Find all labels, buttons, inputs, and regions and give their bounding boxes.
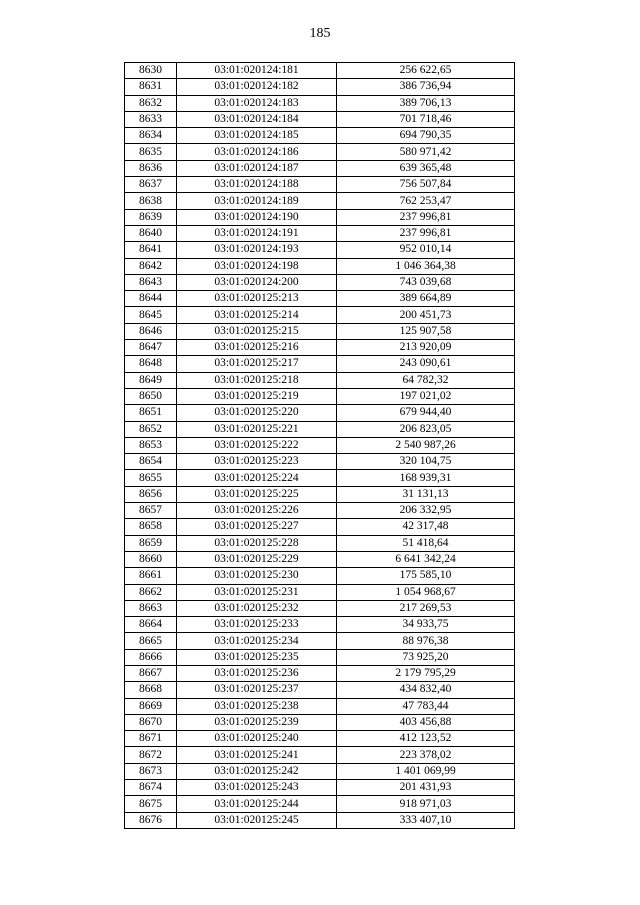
cadastral-number-cell: 03:01:020125:222 (177, 437, 337, 453)
table-row (125, 79, 515, 95)
cadastral-number-cell: 03:01:020125:231 (177, 584, 337, 600)
cadastral-value-cell: 320 104,75 (337, 454, 515, 470)
row-number-cell: 8652 (125, 421, 177, 437)
row-number-cell: 8630 (125, 63, 177, 79)
row-number-cell: 8641 (125, 242, 177, 258)
cadastral-value-cell: 434 832,40 (337, 682, 515, 698)
row-number-cell: 8633 (125, 111, 177, 127)
cadastral-number-cell: 03:01:020125:226 (177, 503, 337, 519)
cadastral-value-cell: 223 378,02 (337, 747, 515, 763)
cadastral-number-cell: 03:01:020124:191 (177, 225, 337, 241)
table-row (125, 160, 515, 176)
cadastral-value-cell: 1 401 069,99 (337, 763, 515, 779)
cadastral-number-cell: 03:01:020125:224 (177, 470, 337, 486)
table-row (125, 796, 515, 812)
cadastral-value-cell: 2 179 795,29 (337, 665, 515, 681)
cadastral-value-cell: 256 622,65 (337, 63, 515, 79)
table-row (125, 584, 515, 600)
cadastral-number-cell: 03:01:020125:227 (177, 519, 337, 535)
table-row (125, 551, 515, 567)
cadastral-number-cell: 03:01:020125:218 (177, 372, 337, 388)
cadastral-number-cell: 03:01:020125:229 (177, 551, 337, 567)
row-number-cell: 8669 (125, 698, 177, 714)
cadastral-number-cell: 03:01:020125:238 (177, 698, 337, 714)
row-number-cell: 8642 (125, 258, 177, 274)
table-row (125, 225, 515, 241)
cadastral-number-cell: 03:01:020125:217 (177, 356, 337, 372)
row-number-cell: 8655 (125, 470, 177, 486)
table-row (125, 242, 515, 258)
table-row (125, 177, 515, 193)
cadastral-value-cell: 201 431,93 (337, 780, 515, 796)
table-row (125, 568, 515, 584)
row-number-cell: 8662 (125, 584, 177, 600)
row-number-cell: 8651 (125, 405, 177, 421)
table-row (125, 486, 515, 502)
table-row (125, 144, 515, 160)
table-row (125, 747, 515, 763)
cadastral-value-cell: 389 706,13 (337, 95, 515, 111)
table-row (125, 95, 515, 111)
cadastral-number-cell: 03:01:020125:219 (177, 388, 337, 404)
row-number-cell: 8673 (125, 763, 177, 779)
table-row (125, 454, 515, 470)
cadastral-value-cell: 47 783,44 (337, 698, 515, 714)
row-number-cell: 8648 (125, 356, 177, 372)
cadastral-value-cell: 694 790,35 (337, 128, 515, 144)
table-row (125, 731, 515, 747)
cadastral-number-cell: 03:01:020125:213 (177, 291, 337, 307)
cadastral-number-cell: 03:01:020124:183 (177, 95, 337, 111)
cadastral-value-cell: 243 090,61 (337, 356, 515, 372)
row-number-cell: 8645 (125, 307, 177, 323)
cadastral-value-cell: 952 010,14 (337, 242, 515, 258)
cadastral-number-cell: 03:01:020125:230 (177, 568, 337, 584)
row-number-cell: 8665 (125, 633, 177, 649)
table-row (125, 405, 515, 421)
cadastral-value-cell: 217 269,53 (337, 600, 515, 616)
cadastral-value-cell: 403 456,88 (337, 714, 515, 730)
cadastral-value-cell: 389 664,89 (337, 291, 515, 307)
cadastral-value-cell: 197 021,02 (337, 388, 515, 404)
row-number-cell: 8661 (125, 568, 177, 584)
table-row (125, 340, 515, 356)
cadastral-value-cell: 701 718,46 (337, 111, 515, 127)
row-number-cell: 8658 (125, 519, 177, 535)
row-number-cell: 8676 (125, 812, 177, 828)
cadastral-number-cell: 03:01:020125:223 (177, 454, 337, 470)
cadastral-value-cell: 64 782,32 (337, 372, 515, 388)
table-row (125, 503, 515, 519)
row-number-cell: 8632 (125, 95, 177, 111)
table-row (125, 372, 515, 388)
cadastral-value-cell: 762 253,47 (337, 193, 515, 209)
cadastral-value-cell: 73 925,20 (337, 649, 515, 665)
cadastral-number-cell: 03:01:020124:182 (177, 79, 337, 95)
cadastral-value-cell: 175 585,10 (337, 568, 515, 584)
cadastral-number-cell: 03:01:020124:190 (177, 209, 337, 225)
table-row (125, 291, 515, 307)
table-row (125, 600, 515, 616)
cadastral-number-cell: 03:01:020124:184 (177, 111, 337, 127)
cadastral-value-cell: 34 933,75 (337, 617, 515, 633)
table-row (125, 519, 515, 535)
row-number-cell: 8639 (125, 209, 177, 225)
table-row (125, 633, 515, 649)
cadastral-number-cell: 03:01:020125:243 (177, 780, 337, 796)
table-row (125, 388, 515, 404)
cadastral-number-cell: 03:01:020125:228 (177, 535, 337, 551)
row-number-cell: 8654 (125, 454, 177, 470)
table-row (125, 780, 515, 796)
row-number-cell: 8668 (125, 682, 177, 698)
row-number-cell: 8653 (125, 437, 177, 453)
cadastral-value-cell: 918 971,03 (337, 796, 515, 812)
row-number-cell: 8634 (125, 128, 177, 144)
row-number-cell: 8657 (125, 503, 177, 519)
cadastral-number-cell: 03:01:020124:187 (177, 160, 337, 176)
cadastral-number-cell: 03:01:020125:245 (177, 812, 337, 828)
cadastral-number-cell: 03:01:020125:244 (177, 796, 337, 812)
row-number-cell: 8650 (125, 388, 177, 404)
cadastral-value-cell: 679 944,40 (337, 405, 515, 421)
row-number-cell: 8640 (125, 225, 177, 241)
page-number: 185 (309, 26, 331, 41)
row-number-cell: 8670 (125, 714, 177, 730)
row-number-cell: 8674 (125, 780, 177, 796)
cadastral-number-cell: 03:01:020124:181 (177, 63, 337, 79)
table-row (125, 111, 515, 127)
cadastral-value-cell: 31 131,13 (337, 486, 515, 502)
cadastral-number-cell: 03:01:020125:225 (177, 486, 337, 502)
table-row (125, 356, 515, 372)
cadastral-value-cell: 756 507,84 (337, 177, 515, 193)
row-number-cell: 8636 (125, 160, 177, 176)
cadastral-value-cell: 213 920,09 (337, 340, 515, 356)
table-row (125, 763, 515, 779)
row-number-cell: 8666 (125, 649, 177, 665)
cadastral-value-cell: 206 823,05 (337, 421, 515, 437)
table-row (125, 665, 515, 681)
cadastral-value-cell: 333 407,10 (337, 812, 515, 828)
table-row (125, 812, 515, 828)
row-number-cell: 8675 (125, 796, 177, 812)
cadastral-number-cell: 03:01:020125:216 (177, 340, 337, 356)
cadastral-value-cell: 580 971,42 (337, 144, 515, 160)
cadastral-number-cell: 03:01:020125:233 (177, 617, 337, 633)
table-row (125, 649, 515, 665)
row-number-cell: 8638 (125, 193, 177, 209)
cadastral-value-cell: 237 996,81 (337, 225, 515, 241)
table-row (125, 437, 515, 453)
cadastral-value-cell: 6 641 342,24 (337, 551, 515, 567)
cadastral-number-cell: 03:01:020125:237 (177, 682, 337, 698)
table-row (125, 209, 515, 225)
table-row (125, 421, 515, 437)
cadastral-number-cell: 03:01:020124:189 (177, 193, 337, 209)
cadastral-number-cell: 03:01:020125:221 (177, 421, 337, 437)
cadastral-value-cell: 200 451,73 (337, 307, 515, 323)
cadastral-value-cell: 2 540 987,26 (337, 437, 515, 453)
row-number-cell: 8660 (125, 551, 177, 567)
cadastral-number-cell: 03:01:020124:188 (177, 177, 337, 193)
row-number-cell: 8637 (125, 177, 177, 193)
cadastral-number-cell: 03:01:020125:220 (177, 405, 337, 421)
cadastral-value-cell: 1 054 968,67 (337, 584, 515, 600)
cadastral-value-cell: 206 332,95 (337, 503, 515, 519)
cadastral-number-cell: 03:01:020125:232 (177, 600, 337, 616)
table-row (125, 307, 515, 323)
table-row (125, 274, 515, 290)
table-row (125, 323, 515, 339)
row-number-cell: 8667 (125, 665, 177, 681)
cadastral-value-table (124, 62, 515, 829)
table-row (125, 193, 515, 209)
cadastral-number-cell: 03:01:020125:242 (177, 763, 337, 779)
row-number-cell: 8659 (125, 535, 177, 551)
row-number-cell: 8664 (125, 617, 177, 633)
table-row (125, 63, 515, 79)
table-row (125, 714, 515, 730)
cadastral-number-cell: 03:01:020124:186 (177, 144, 337, 160)
row-number-cell: 8663 (125, 600, 177, 616)
cadastral-number-cell: 03:01:020125:236 (177, 665, 337, 681)
row-number-cell: 8631 (125, 79, 177, 95)
row-number-cell: 8646 (125, 323, 177, 339)
row-number-cell: 8671 (125, 731, 177, 747)
table-row (125, 258, 515, 274)
cadastral-number-cell: 03:01:020125:235 (177, 649, 337, 665)
cadastral-value-cell: 386 736,94 (337, 79, 515, 95)
cadastral-number-cell: 03:01:020125:214 (177, 307, 337, 323)
cadastral-value-cell: 125 907,58 (337, 323, 515, 339)
cadastral-value-cell: 412 123,52 (337, 731, 515, 747)
row-number-cell: 8649 (125, 372, 177, 388)
cadastral-number-cell: 03:01:020125:215 (177, 323, 337, 339)
cadastral-number-cell: 03:01:020125:234 (177, 633, 337, 649)
cadastral-number-cell: 03:01:020125:240 (177, 731, 337, 747)
cadastral-value-cell: 639 365,48 (337, 160, 515, 176)
cadastral-number-cell: 03:01:020124:200 (177, 274, 337, 290)
cadastral-number-cell: 03:01:020125:239 (177, 714, 337, 730)
cadastral-number-cell: 03:01:020124:193 (177, 242, 337, 258)
cadastral-value-cell: 1 046 364,38 (337, 258, 515, 274)
table-row (125, 470, 515, 486)
row-number-cell: 8647 (125, 340, 177, 356)
table-row (125, 535, 515, 551)
table-row (125, 698, 515, 714)
row-number-cell: 8644 (125, 291, 177, 307)
table-row (125, 617, 515, 633)
row-number-cell: 8635 (125, 144, 177, 160)
table-body (125, 63, 515, 829)
cadastral-value-cell: 42 317,48 (337, 519, 515, 535)
cadastral-value-cell: 743 039,68 (337, 274, 515, 290)
cadastral-number-cell: 03:01:020124:185 (177, 128, 337, 144)
row-number-cell: 8656 (125, 486, 177, 502)
row-number-cell: 8643 (125, 274, 177, 290)
cadastral-value-cell: 237 996,81 (337, 209, 515, 225)
table-row (125, 128, 515, 144)
cadastral-value-cell: 88 976,38 (337, 633, 515, 649)
cadastral-number-cell: 03:01:020125:241 (177, 747, 337, 763)
cadastral-value-cell: 51 418,64 (337, 535, 515, 551)
cadastral-value-cell: 168 939,31 (337, 470, 515, 486)
cadastral-number-cell: 03:01:020124:198 (177, 258, 337, 274)
table-row (125, 682, 515, 698)
row-number-cell: 8672 (125, 747, 177, 763)
